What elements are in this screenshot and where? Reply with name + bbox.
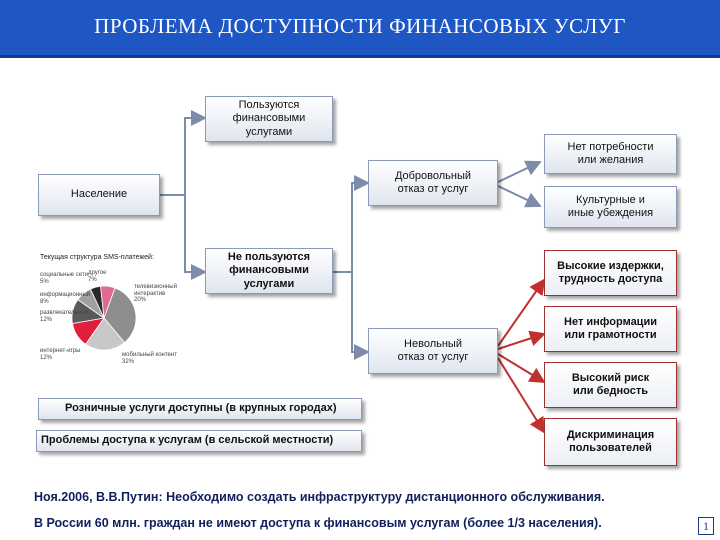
pie-label-social: социальные сети 5%	[40, 272, 89, 285]
page-title: ПРОБЛЕМА ДОСТУПНОСТИ ФИНАНСОВЫХ УСЛУГ	[94, 14, 626, 38]
pie-label-games: интернет-игры 12%	[40, 348, 81, 361]
box-discrimination: Дискриминация пользователей	[544, 418, 677, 466]
pie-label-info: информационный 8%	[40, 292, 91, 305]
box-cultural: Культурные и иные убеждения	[544, 186, 677, 228]
box-use-services: Пользуются финансовыми услугами	[205, 96, 333, 142]
box-rural: Проблемы доступа к услугам (в сельской местности)	[36, 430, 362, 452]
box-high-costs: Высокие издержки, трудность доступа	[544, 250, 677, 296]
connector-cultural	[498, 186, 540, 206]
box-no-info: Нет информации или грамотности	[544, 306, 677, 352]
box-retail: Розничные услуги доступны (в крупных городах)	[38, 398, 362, 420]
pie-label-entertainment: развлекательный 12%	[40, 310, 89, 323]
pie-chart-card	[36, 248, 176, 376]
footer-line-1: Ноя.2006, В.В.Путин: Необходимо создать инфраструктуру дистанционного обслуживания.	[34, 490, 605, 504]
connector-population-use	[160, 118, 205, 195]
connector-involuntary	[352, 272, 368, 352]
page-number: 1	[698, 517, 714, 535]
box-no-need: Нет потребности или желания	[544, 134, 677, 174]
box-population: Население	[38, 174, 160, 216]
pie-label-mobile: мобильный контент 32%	[122, 352, 177, 365]
box-high-risk: Высокий риск или бедность	[544, 362, 677, 408]
pie-label-tv: телевизионный интерактив 20%	[134, 284, 177, 304]
pie-label-other: другое 7%	[88, 270, 107, 283]
box-voluntary: Добровольный отказ от услуг	[368, 160, 498, 206]
connector-voluntary	[333, 183, 368, 272]
connector-population-notuse	[185, 195, 205, 272]
box-involuntary: Невольный отказ от услуг	[368, 328, 498, 374]
footer-line-2: В России 60 млн. граждан не имеют доступа к финансовым услугам (более 1/3 населения).	[34, 516, 602, 530]
pie-title: Текущая структура SMS-платежей:	[40, 254, 154, 261]
box-not-use: Не пользуются финансовыми услугами	[205, 248, 333, 294]
connector-no-need	[498, 162, 540, 182]
